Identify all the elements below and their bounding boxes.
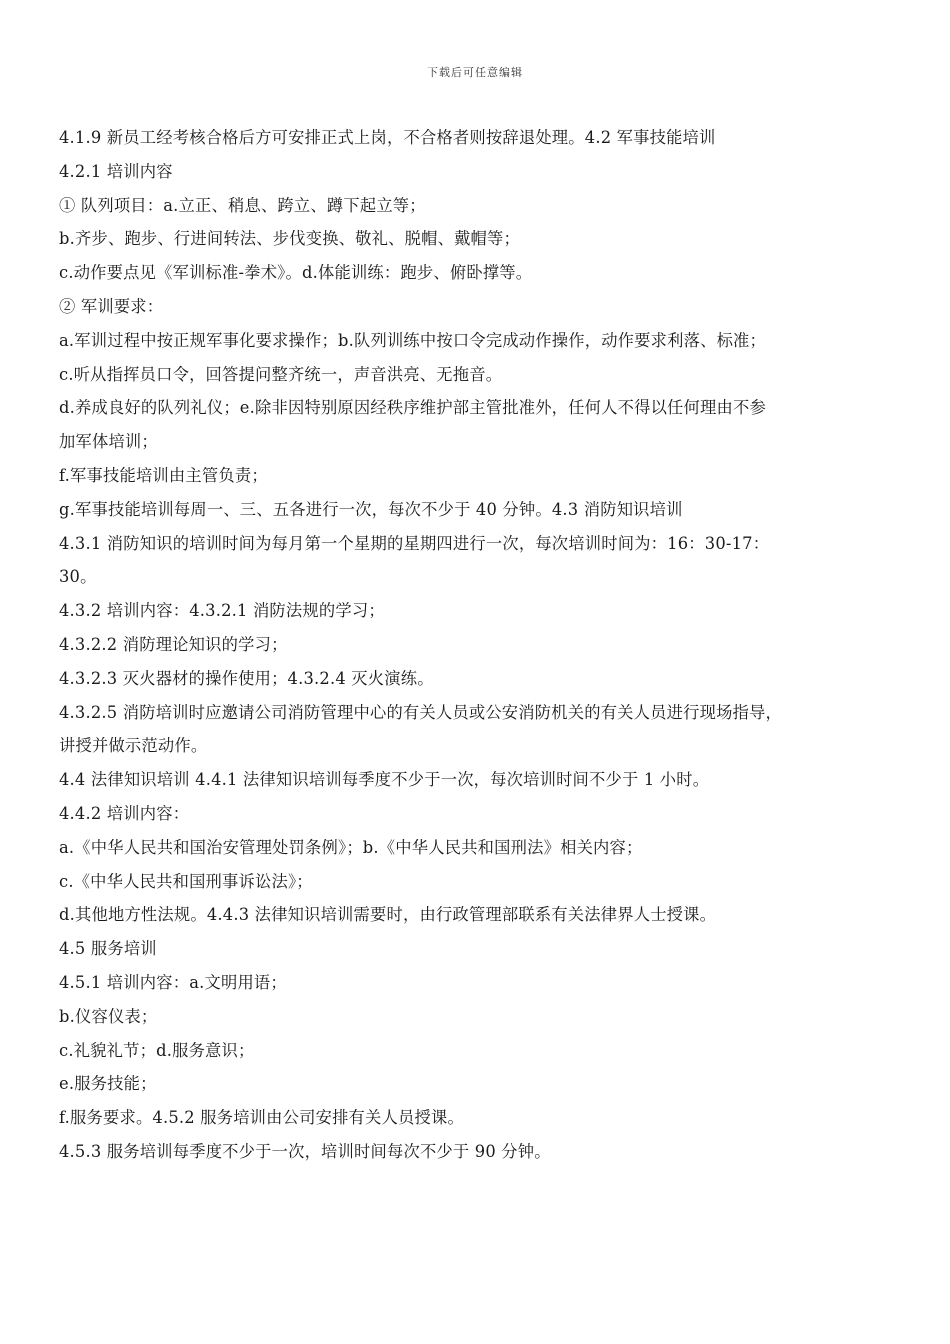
paragraph-line: 30。 <box>59 567 97 587</box>
paragraph-line: 4.4.2 培训内容： <box>59 803 190 823</box>
paragraph-line: b.齐步、跑步、行进间转法、步伐变换、敬礼、脱帽、戴帽等； <box>59 229 520 249</box>
paragraph-line: 4.3.2.5 消防培训时应邀请公司消防管理中心的有关人员或公安消防机关的有关人员进行现场指导， <box>59 702 782 722</box>
paragraph-line: a.军训过程中按正规军事化要求操作；b.队列训练中按口令完成动作操作，动作要求利落、标准； <box>59 330 767 350</box>
paragraph-line: 4.3.2.3 灭火器材的操作使用；4.3.2.4 灭火演练。 <box>59 668 434 688</box>
page-header: 下载后可任意编辑 <box>427 66 523 79</box>
paragraph-line: 4.4 法律知识培训 4.4.1 法律知识培训每季度不少于一次，每次培训时间不少于 1 小时。 <box>59 770 710 790</box>
paragraph-line: 4.1.9 新员工经考核合格后方可安排正式上岗，不合格者则按辞退处理。4.2 军事技能培训 <box>59 128 716 147</box>
paragraph-line: 4.5.1 培训内容：a.文明用语； <box>59 972 287 992</box>
paragraph-line: 加军体培训； <box>59 432 158 452</box>
paragraph-line: d.其他地方性法规。4.4.3 法律知识培训需要时，由行政管理部联系有关法律界人士授课。 <box>59 905 717 925</box>
paragraph-line: c.动作要点见《军训标准-拳术》。d.体能训练：跑步、俯卧撑等。 <box>59 263 533 283</box>
paragraph-line: d.养成良好的队列礼仪；e.除非因特别原因经秩序维护部主管批准外，任何人不得以任何理由不参 <box>59 398 766 418</box>
paragraph-line: 讲授并做示范动作。 <box>59 736 208 756</box>
paragraph-line: f.军事技能培训由主管负责； <box>59 465 268 485</box>
paragraph-line: ① 队列项目：a.立正、稍息、跨立、蹲下起立等； <box>59 195 426 215</box>
paragraph-line: c.礼貌礼节；d.服务意识； <box>59 1040 255 1060</box>
paragraph-line: 4.3.1 消防知识的培训时间为每月第一个星期的星期四进行一次，每次培训时间为：16：30-17： <box>59 533 770 553</box>
paragraph-line: c.听从指挥员口令，回答提问整齐统一，声音洪亮、无拖音。 <box>59 364 503 384</box>
paragraph-line: c.《中华人民共和国刑事诉讼法》； <box>59 871 313 891</box>
document-body <box>59 121 899 1169</box>
paragraph-line: 4.5 服务培训 <box>59 939 157 959</box>
paragraph-line: b.仪容仪表； <box>59 1006 158 1026</box>
paragraph-line: f.服务要求。4.5.2 服务培训由公司安排有关人员授课。 <box>59 1108 464 1128</box>
paragraph-line: e.服务技能； <box>59 1074 157 1094</box>
paragraph-line: 4.5.3 服务培训每季度不少于一次，培训时间每次不少于 90 分钟。 <box>59 1141 551 1161</box>
paragraph-line: g.军事技能培训每周一、三、五各进行一次，每次不少于 40 分钟。4.3 消防知识培训 <box>59 499 683 519</box>
paragraph-line: 4.3.2.2 消防理论知识的学习； <box>59 634 288 654</box>
paragraph-line: ② 军训要求： <box>59 296 164 316</box>
paragraph-line: a.《中华人民共和国治安管理处罚条例》；b.《中华人民共和国刑法》相关内容； <box>59 837 643 857</box>
paragraph-line: 4.2.1 培训内容 <box>59 161 173 181</box>
paragraph-line: 4.3.2 培训内容：4.3.2.1 消防法规的学习； <box>59 601 385 621</box>
